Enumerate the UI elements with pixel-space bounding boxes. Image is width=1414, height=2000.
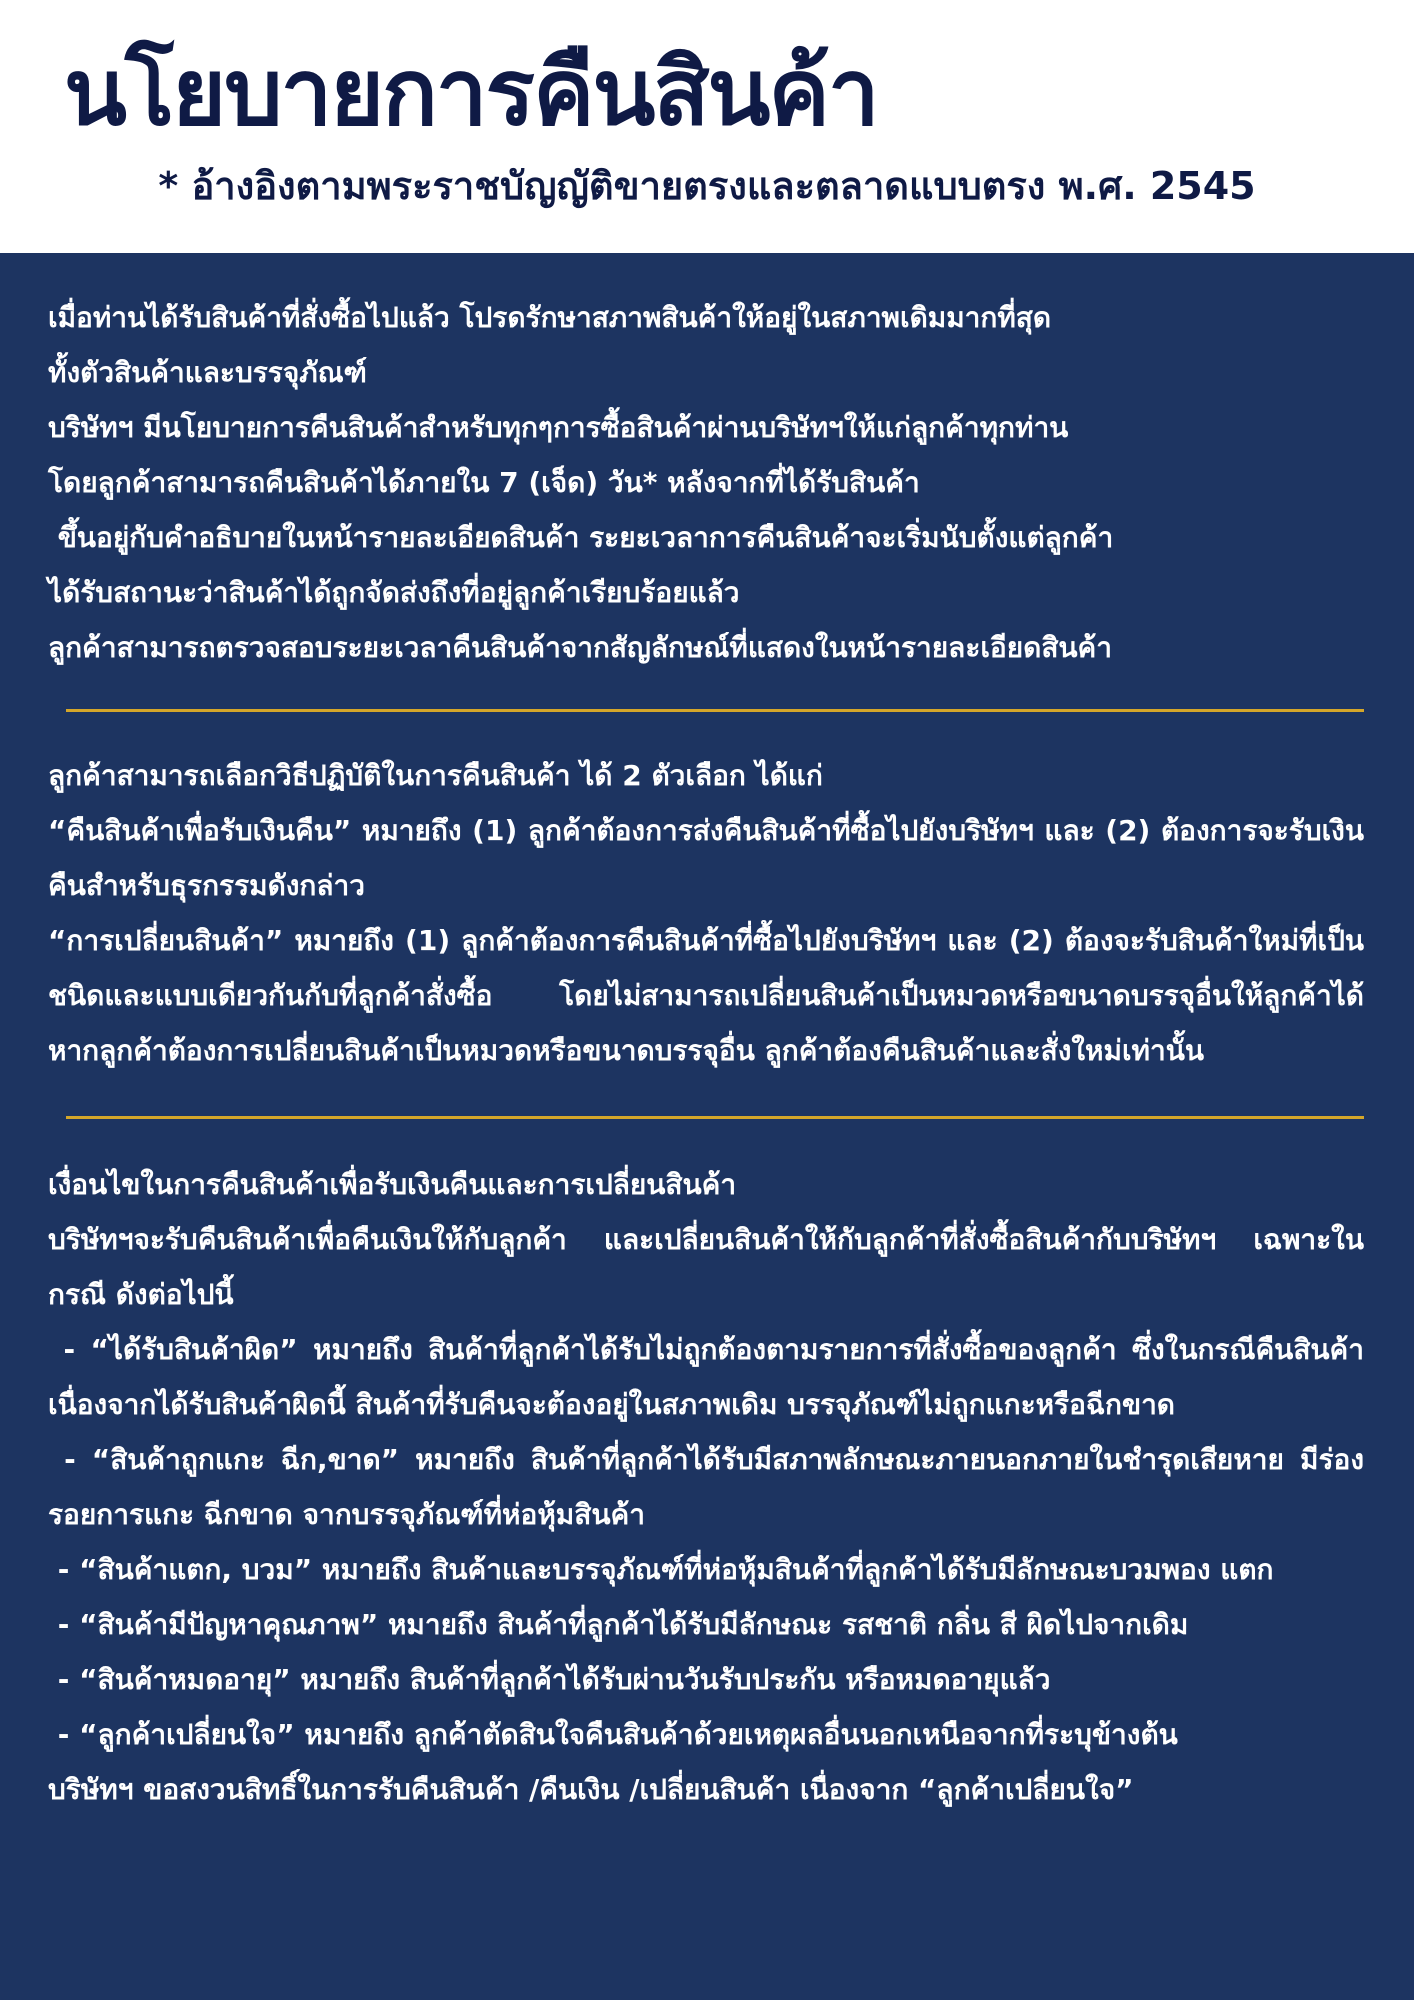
overview-line: เมื่อท่านได้รับสินค้าที่สั่งซื้อไปแล้ว โปรดรักษาสภาพสินค้าให้อยู่ในสภาพเดิมมากที่สุด (48, 301, 1052, 334)
policy-content (48, 290, 1364, 1817)
exchange-definition: “การเปลี่ยนสินค้า” หมายถึง (1) ลูกค้าต้องการคืนสินค้าที่ซื้อไปยังบริษัทฯ และ (2) ต้องจะรับสินค้าใหม่ที่เป็นชนิดและแบบเดียวกันกับที่ลูกค้าสั่งซื้อ โดยไม่สามารถเปลี่ยนสินค้าเป็นหมวดหรือขนาดบรรจุอื่นให้ลูกค้าได้ หากลูกค้าต้องการเปลี่ยนสินค้าเป็นหมวดหรือขนาดบรรจุอื่น ลูกค้าต้องคืนสินค้าและสั่งใหม่เท่านั้น (48, 924, 1364, 1067)
options-intro: ลูกค้าสามารถเลือกวิธีปฏิบัติในการคืนสินค้า ได้ 2 ตัวเลือก ได้แก่ (48, 759, 823, 792)
overview-line: ขึ้นอยู่กับคำอธิบายในหน้ารายละเอียดสินค้า ระยะเวลาการคืนสินค้าจะเริ่มนับตั้งแต่ลูกค้า (48, 521, 1114, 554)
conditions-heading: เงื่อนไขในการคืนสินค้าเพื่อรับเงินคืนและการเปลี่ยนสินค้า (48, 1168, 737, 1201)
overview-line: โดยลูกค้าสามารถคืนสินค้าได้ภายใน 7 (เจ็ด) วัน* หลังจากที่ได้รับสินค้า (48, 466, 920, 499)
refund-definition: “คืนสินค้าเพื่อรับเงินคืน” หมายถึง (1) ลูกค้าต้องการส่งคืนสินค้าที่ซื้อไปยังบริษัทฯ และ (2) ต้องการจะรับเงินคืนสำหรับธุรกรรมดังกล่าว (48, 814, 1364, 902)
page-title: นโยบายการคืนสินค้า (64, 39, 878, 146)
section-conditions (48, 1157, 1364, 1817)
section-overview (48, 290, 1364, 675)
condition-item: - “ได้รับสินค้าผิด” หมายถึง สินค้าที่ลูกค้าได้รับไม่ถูกต้องตามรายการที่สั่งซื้อของลูกค้า ซึ่งในกรณีคืนสินค้าเนื่องจากได้รับสินค้าผิดนี้ สินค้าที่รับคืนจะต้องอยู่ในสภาพเดิม บรรจุภัณฑ์ไม่ถูกแกะหรือฉีกขาด (48, 1333, 1365, 1421)
overview-line: ทั้งตัวสินค้าและบรรจุภัณฑ์ (48, 356, 367, 389)
condition-item: - “สินค้าถูกแกะ ฉีก,ขาด” หมายถึง สินค้าที่ลูกค้าได้รับมีสภาพลักษณะภายนอกภายในชำรุดเสียหาย มีร่องรอยการแกะ ฉีกขาด จากบรรจุภัณฑ์ที่ห่อหุ้มสินค้า (48, 1443, 1365, 1531)
condition-item: - “สินค้าแตก, บวม” หมายถึง สินค้าและบรรจุภัณฑ์ที่ห่อหุ้มสินค้าที่ลูกค้าได้รับมีลักษณะบวมพอง แตก (48, 1553, 1274, 1586)
condition-item: - “สินค้าหมดอายุ” หมายถึง สินค้าที่ลูกค้าได้รับผ่านวันรับประกัน หรือหมดอายุแล้ว (48, 1663, 1051, 1696)
condition-item: - “ลูกค้าเปลี่ยนใจ” หมายถึง ลูกค้าตัดสินใจคืนสินค้าด้วยเหตุผลอื่นนอกเหนือจากที่ระบุข้างต้น (48, 1718, 1178, 1751)
overview-line: ลูกค้าสามารถตรวจสอบระยะเวลาคืนสินค้าจากสัญลักษณ์ที่แสดงในหน้ารายละเอียดสินค้า (48, 631, 1113, 664)
overview-line: บริษัทฯ มีนโยบายการคืนสินค้าสำหรับทุกๆการซื้อสินค้าผ่านบริษัทฯให้แก่ลูกค้าทุกท่าน (48, 411, 1069, 444)
section-divider (66, 1116, 1364, 1119)
section-return-options (48, 748, 1364, 1078)
header-banner (0, 0, 1414, 253)
conditions-intro: บริษัทฯจะรับคืนสินค้าเพื่อคืนเงินให้กับลูกค้า และเปลี่ยนสินค้าให้กับลูกค้าที่สั่งซื้อสินค้ากับบริษัทฯ เฉพาะในกรณี ดังต่อไปนี้ (48, 1223, 1364, 1311)
conditions-closing: บริษัทฯ ขอสงวนสิทธิ์ในการรับคืนสินค้า /คืนเงิน /เปลี่ยนสินค้า เนื่องจาก “ลูกค้าเปลี่ยนใจ” (48, 1773, 1134, 1806)
overview-line: ได้รับสถานะว่าสินค้าได้ถูกจัดส่งถึงที่อยู่ลูกค้าเรียบร้อยแล้ว (48, 576, 740, 609)
page-subtitle: * อ้างอิงตามพระราชบัญญัติขายตรงและตลาดแบบตรง พ.ศ. 2545 (158, 164, 1256, 208)
section-divider (66, 709, 1364, 712)
condition-item: - “สินค้ามีปัญหาคุณภาพ” หมายถึง สินค้าที่ลูกค้าได้รับมีลักษณะ รสชาติ กลิ่น สี ผิดไปจากเดิม (48, 1608, 1189, 1641)
